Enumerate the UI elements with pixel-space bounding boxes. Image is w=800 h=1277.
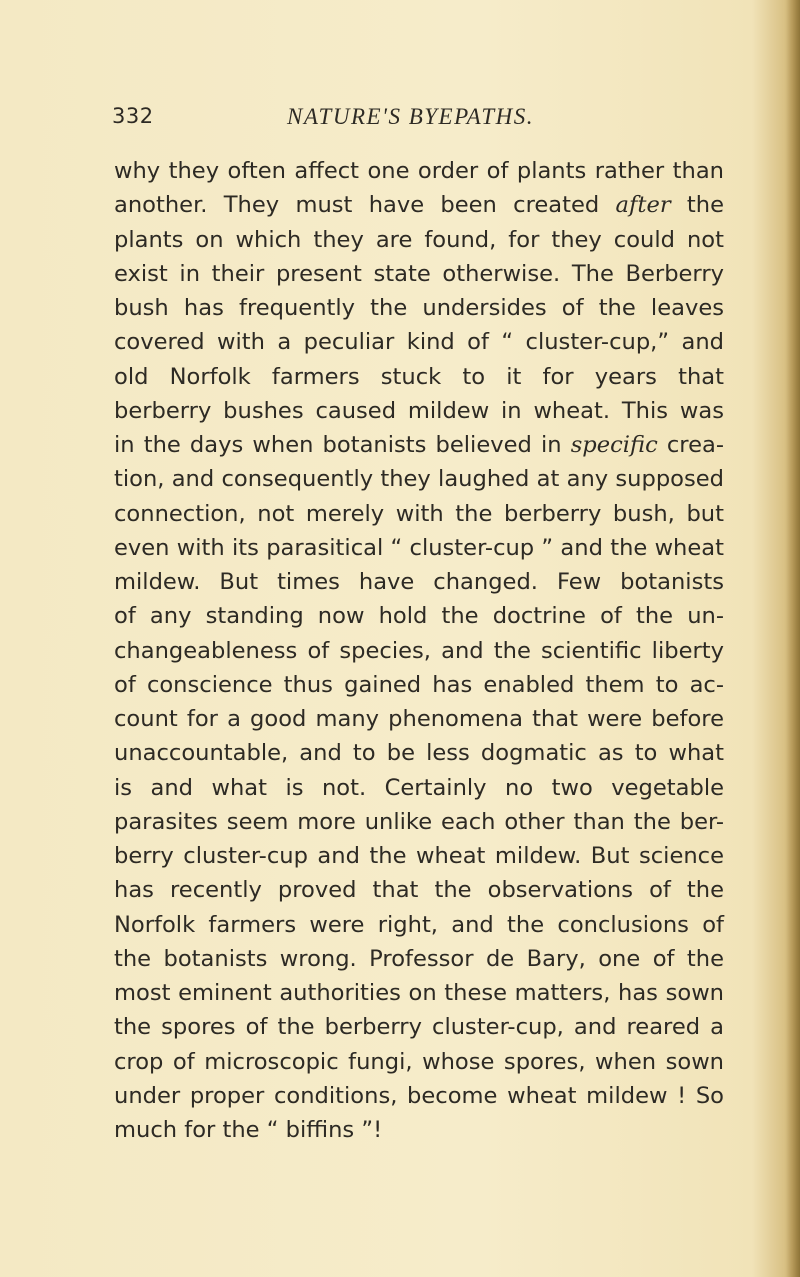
text-line: why they often affect one order of plants rather than bbox=[114, 158, 724, 184]
text-line: much for the “ biffins ”! bbox=[114, 1117, 383, 1143]
text-line: under proper conditions, become wheat mildew ! So bbox=[114, 1082, 724, 1109]
page-edge-shadow bbox=[786, 0, 800, 1277]
text-line: even with its parasitical “ cluster-cup ” and the wheat bbox=[114, 534, 724, 561]
running-title: NATURE'S BYEPATHS. bbox=[287, 104, 535, 129]
text-line: mildew. But times have changed. Few botanists bbox=[114, 569, 724, 595]
text-line: another. They must have been created after the bbox=[114, 192, 724, 219]
text-line: the botanists wrong. Professor de Bary, one of the bbox=[114, 945, 724, 972]
text-line: crop of microscopic fungi, whose spores, when sown bbox=[114, 1048, 724, 1075]
text-line: plants on which they are found, for they could not bbox=[114, 226, 724, 253]
text-line: exist in their present state otherwise. The Berberry bbox=[114, 260, 724, 287]
text-line: is and what is not. Certainly no two vegetable bbox=[114, 774, 724, 801]
italic-word: specific bbox=[570, 432, 658, 458]
page-header bbox=[112, 104, 712, 138]
text-line: of conscience thus gained has enabled them to ac- bbox=[114, 671, 724, 698]
text-line: berry cluster-cup and the wheat mildew. But science bbox=[114, 843, 724, 869]
text-line: old Norfolk farmers stuck to it for years that bbox=[114, 363, 724, 390]
text-line: tion, and consequently they laughed at any supposed bbox=[114, 466, 724, 493]
text-line: count for a good many phenomena that were before bbox=[114, 706, 724, 732]
text-line: bush has frequently the undersides of the leaves bbox=[114, 295, 724, 321]
text-line: the spores of the berberry cluster-cup, and reared a bbox=[114, 1014, 724, 1041]
text-line: has recently proved that the observations of the bbox=[114, 877, 724, 904]
text-line: covered with a peculiar kind of “ cluster-cup,” and bbox=[114, 329, 724, 356]
text-line: Norfolk farmers were right, and the conclusions of bbox=[114, 911, 724, 938]
page-number: 332 bbox=[112, 104, 154, 128]
text-line: unaccountable, and to be less dogmatic as to what bbox=[114, 740, 724, 767]
italic-word: after bbox=[615, 192, 671, 219]
text-line: connection, not merely with the berberry bush, but bbox=[114, 500, 724, 527]
text-line: of any standing now hold the doctrine of the un- bbox=[114, 603, 724, 630]
text-line: berberry bushes caused mildew in wheat. This was bbox=[114, 397, 724, 424]
body-text bbox=[114, 154, 724, 1147]
text-line: changeableness of species, and the scientific liberty bbox=[114, 637, 724, 664]
text-line: in the days when botanists believed in specific crea- bbox=[114, 432, 724, 458]
text-line: most eminent authorities on these matters, has sown bbox=[114, 980, 724, 1006]
text-line: parasites seem more unlike each other than the ber- bbox=[114, 808, 724, 835]
